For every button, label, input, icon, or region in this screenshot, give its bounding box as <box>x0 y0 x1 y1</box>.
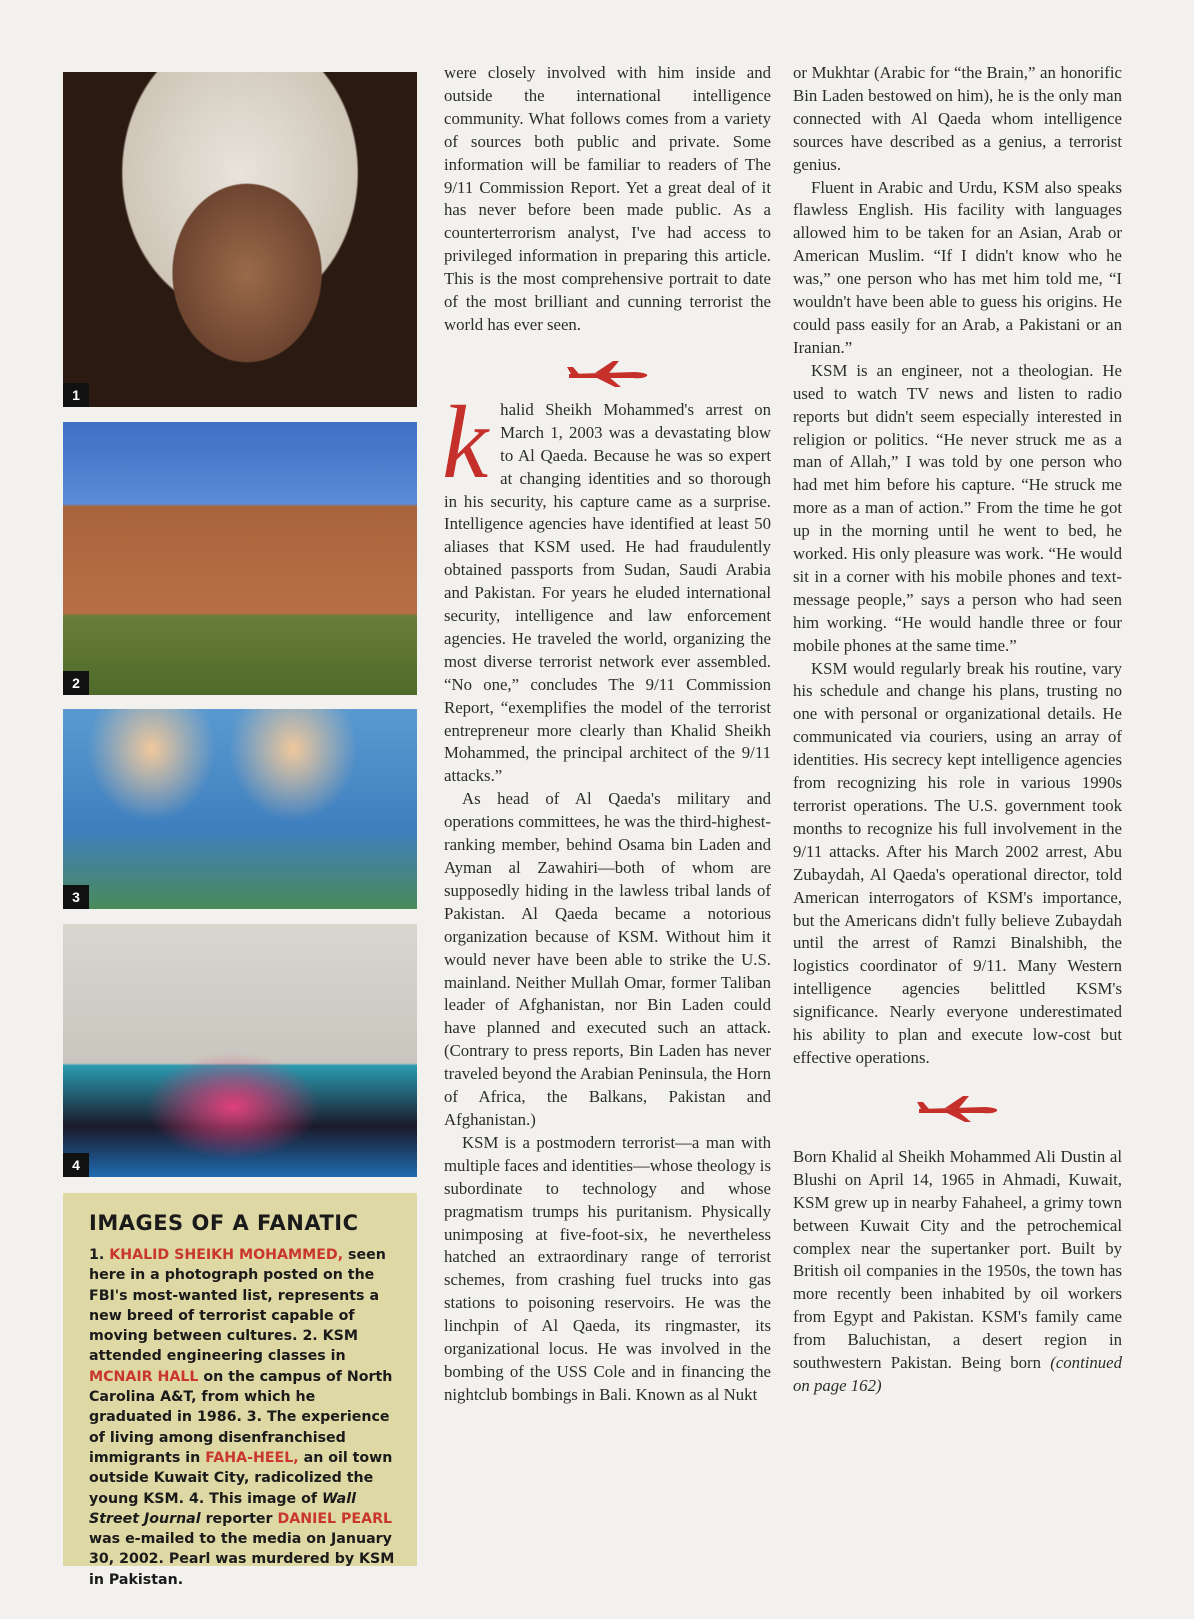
photo-ksm-portrait <box>63 72 417 407</box>
article-paragraph: or Mukhtar (Arabic for “the Brain,” an honorific Bin Laden bestowed on him), he is the only man connected with Al Qaeda whom intelligence sources have described as a genius, a terrorist genius. <box>793 63 1122 174</box>
photo-mcnair-hall <box>63 422 417 695</box>
article-paragraph: As head of Al Qaeda's military and operations committees, he was the third-highest-ranking member, behind Osama bin Laden and Ayman al Zawahiri—both of whom are supposedly hiding in the lawless tribal lands of Pakistan. Al Qaeda became a notorious organization because of KSM. Without him it would never have been able to strike the U.S. mainland. Neither Mullah Omar, former Taliban leader of Afghanistan, nor Bin Laden could have planned and executed such an attack. (Contrary to press reports, Bin Laden has never traveled beyond the Arabian Peninsula, the Horn of Africa, the Balkans, Pakistan and Afghanistan.) <box>444 789 771 1129</box>
article-paragraph: KSM is a postmodern terrorist—a man with multiple faces and identities—whose theology is subordinate to technology and whose pragmatism trumps his puritanism. Physically unimposing at five-foot-six, he nevertheless hatched an extraordinary range of terrorist schemes, from crashing fuel trucks into gas stations to poisoning reservoirs. He was the linchpin of Al Qaeda, its ringmaster, its organizational locus. He was involved in the bombing of the USS Cole and in financing the nightclub bombings in Bali. Known as al Nukt <box>444 1132 771 1404</box>
article-column-middle <box>444 62 771 1407</box>
caption-box <box>63 1193 417 1588</box>
airplane-icon <box>565 359 651 389</box>
airplane-icon <box>915 1094 1001 1124</box>
drop-cap: k <box>442 384 489 500</box>
caption-title: IMAGES OF A FANATIC <box>89 1211 359 1235</box>
photo-fahaheel <box>63 709 417 909</box>
article-paragraph: khalid Sheikh Mohammed's arrest on March 1, 2003 was a devastating blow to Al Qaeda. Because he was so expert at changing identities and so thorough in his security, his capture came as a surprise. Intelligence agencies have identified at least 50 aliases that KSM used. He had fraudulently obtained passports from Sudan, Saudi Arabia and Pakistan. For years he eluded international security, intelligence and law enforcement agencies. He traveled the world, organizing the most diverse terrorist network ever assembled. “No one,” concludes The 9/11 Commission Report, “exemplifies the model of the terrorist entrepreneur more clearly than Khalid Sheikh Mohammed, the principal architect of the 9/11 attacks.” <box>442 384 771 786</box>
photo-number: 3 <box>63 885 89 909</box>
continued-note: (continued on page 162) <box>793 1353 1123 1395</box>
photo-daniel-pearl <box>63 924 417 1177</box>
article-paragraph: KSM is an engineer, not a theologian. He used to watch TV news and listen to radio reports but didn't seem especially interested in religion or politics. “He never struck me as a man of Allah,” I was told by one person who had met him before his capture. “He struck me more as a man of action.” From the time he got up in the morning until he went to bed, he worked. His only pleasure was work. “He would sit in a corner with his mobile phones and text-message people,” says a person who had seen him working. “He would handle three or four mobile phones at the same time.” <box>793 360 1122 655</box>
article-paragraph: KSM would regularly break his routine, vary his schedule and change his plans, trusting no one with personal or organizational details. He communicated via couriers, using an array of identities. His secrecy kept intelligence agencies from recognizing his role in various 1990s terrorist operations. The U.S. government took months to recognize his full involvement in the 9/11 attacks. After his March 2002 arrest, Abu Zubaydah, Al Qaeda's operational director, told American interrogators of KSM's importance, but the Americans didn't fully believe Zubaydah until the arrest of Ramzi Binalshibh, the logistics coordinator of 9/11. Many Western intelligence agencies belittled KSM's significance. Nearly everyone underestimated his ability to plan and execute low-cost but effective operations. <box>793 658 1122 1067</box>
article-paragraph: Born Khalid al Sheikh Mohammed Ali Dustin al Blushi on April 14, 1965 in Ahmadi, Kuwait, KSM grew up in nearby Fahaheel, a grimy town between Kuwait City and the petrochemical complex near the supertanker port. Built by British oil companies in the 1950s, the town has more recently been inhabited by oil workers from Egypt and Pakistan. KSM's family came from Baluchistan, a desert region in southwestern Pakistan. Being born (continued on page 162) <box>793 1146 1123 1395</box>
photo-number: 1 <box>63 383 89 407</box>
caption-text: 1. KHALID SHEIKH MOHAMMED, seen here in a photograph posted on the FBI's most-wanted list, represents a new breed of terrorist capable of moving between cultures. 2. KSM attended engineering classes in MCNAIR HALL on the campus of North Carolina A&T, from which he graduated in 1986. 3. The experience of living among disenfranchised immigrants in FAHA-HEEL, an oil town outside Kuwait City, radicolized the young KSM. 4. This image of Wall Street Journal reporter DANIEL PEARL was e-mailed to the media on January 30, 2002. Pearl was murdered by KSM in Pakistan. <box>89 1247 395 1588</box>
article-column-right <box>793 62 1122 1398</box>
photo-number: 4 <box>63 1153 89 1177</box>
article-paragraph: were closely involved with him inside and outside the international intelligence community. What follows comes from a variety of sources both public and private. Some information will be familiar to readers of The 9/11 Commission Report. Yet a great deal of it has never before been made public. As a counterterrorism analyst, I've had access to privileged information in preparing this article. This is the most comprehensive portrait to date of the most brilliant and cunning terrorist the world has ever seen. <box>444 63 771 334</box>
photo-number: 2 <box>63 671 89 695</box>
article-paragraph: Fluent in Arabic and Urdu, KSM also speaks flawless English. His facility with languages allowed him to be taken for an Asian, Arab or American Muslim. “If I didn't know who he was,” one person who has met him told me, “I wouldn't have been able to guess his origins. He could pass easily for an Arab, a Pakistani or an Iranian.” <box>793 177 1122 357</box>
